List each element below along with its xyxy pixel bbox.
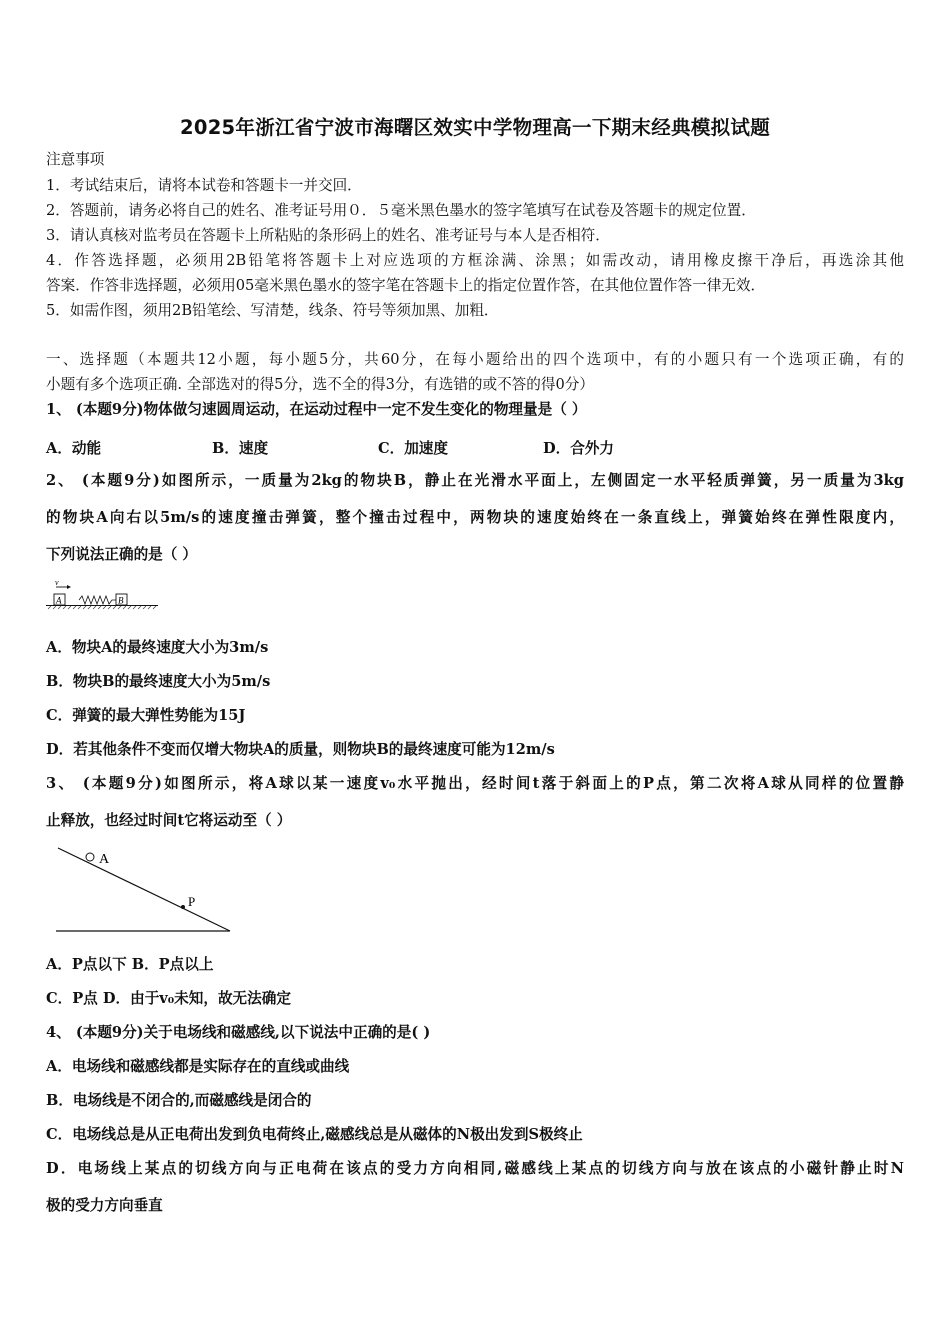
question-2-stem: 下列说法正确的是（ ） <box>46 546 198 563</box>
question-4-option-d: D．电场线上某点的切线方向与正电荷在该点的受力方向相同,磁感线上某点的切线方向与放在该点的小磁针静止时N <box>46 1160 904 1177</box>
question-1-option-b: B．速度 <box>212 440 269 457</box>
section-heading: 一、选择题（本题共12小题，每小题5分，共60分，在每小题给出的四个选项中，有的小题只有一个选项正确，有的 <box>46 351 904 368</box>
question-1-option-c: C．加速度 <box>378 440 448 457</box>
notice-item: 答案．作答非选择题，必须用05毫米黑色墨水的签字笔在答题卡上的指定位置作答，在其他位置作答一律无效． <box>46 277 766 294</box>
page-title: 2025年浙江省宁波市海曙区效实中学物理高一下期末经典模拟试题 <box>179 116 771 139</box>
incline-surface <box>58 848 230 931</box>
question-4-option-a: A．电场线和磁感线都是实际存在的直线或曲线 <box>46 1058 350 1075</box>
question-2-option-c: C．弹簧的最大弹性势能为15J <box>46 707 246 724</box>
section-instructions: 小题有多个选项正确. 全部选对的得5分，选不全的得3分，有选错的或不答的得0分） <box>46 376 594 393</box>
ball-a-label: A <box>99 852 110 867</box>
notice-item: 3．请认真核对监考员在答题卡上所粘贴的条形码上的姓名、准考证号与本人是否相符． <box>46 227 610 244</box>
spring <box>79 596 116 604</box>
question-2-stem: 的物块A向右以5m/s的速度撞击弹簧，整个撞击过程中，两物块的速度始终在一条直线上，弹簧始终在弹性限度内， <box>46 509 904 526</box>
notice-item: 1．考试结束后，请将本试卷和答题卡一并交回． <box>46 177 362 194</box>
question-2-option-b: B．物块B的最终速度大小为5m/s <box>46 673 271 690</box>
notice-item: 2．答题前，请务必将自己的姓名、准考证号用０．５毫米黑色墨水的签字笔填写在试卷及答题卡的规定位置． <box>46 202 756 219</box>
ball-a <box>86 853 94 861</box>
question-2-option-a: A．物块A的最终速度大小为3m/s <box>46 639 269 656</box>
question-3-stem: 止释放，也经过时间t它将运动至（ ） <box>46 812 292 829</box>
spring-blocks-figure <box>44 576 164 614</box>
ground-hatch <box>48 606 156 609</box>
question-4-option-c: C．电场线总是从正电荷出发到负电荷终止,磁感线总是从磁体的N极出发到S极终止 <box>46 1126 583 1143</box>
notice-item: 4．作答选择题，必须用2B铅笔将答题卡上对应选项的方框涂满、涂黑；如需改动，请用橡皮擦干净后，再选涂其他 <box>46 252 904 269</box>
point-p <box>181 905 185 909</box>
incline-figure <box>50 843 240 938</box>
question-2-option-d: D．若其他条件不变而仅增大物块A的质量，则物块B的最终速度可能为12m/s <box>46 741 555 758</box>
question-4-stem: 4、 (本题9分)关于电场线和磁感线,以下说法中正确的是( ) <box>46 1024 431 1041</box>
question-3-stem: 3、 (本题9分)如图所示，将A球以某一速度v₀水平抛出，经时间t落于斜面上的P点，第二次将A球从同样的位置静 <box>46 775 904 792</box>
question-4-option-d-cont: 极的受力方向垂直 <box>46 1197 163 1214</box>
block-a-label: A <box>56 595 62 606</box>
question-1-stem: 1、 (本题9分)物体做匀速圆周运动，在运动过程中一定不发生变化的物理量是（ ） <box>46 401 587 418</box>
point-p-label: P <box>188 894 196 909</box>
arrow-head-icon <box>67 585 71 589</box>
question-3-options-row-1: A．P点以下 B．P点以上 <box>46 956 214 973</box>
question-4-option-b: B．电场线是不闭合的,而磁感线是闭合的 <box>46 1092 312 1109</box>
notice-heading: 注意事项 <box>46 151 105 168</box>
question-1-option-d: D．合外力 <box>543 440 615 457</box>
velocity-label: v <box>55 578 59 587</box>
question-3-options-row-2: C．P点 D．由于v₀未知，故无法确定 <box>46 990 291 1007</box>
question-2-stem: 2、 (本题9分)如图所示，一质量为2kg的物块B，静止在光滑水平面上，左侧固定一水平轻质弹簧，另一质量为3kg <box>46 472 904 489</box>
block-b-label: B <box>118 595 124 606</box>
notice-item: 5．如需作图，须用2B铅笔绘、写清楚，线条、符号等须加黑、加粗． <box>46 302 499 319</box>
question-1-option-a: A．动能 <box>46 440 102 457</box>
